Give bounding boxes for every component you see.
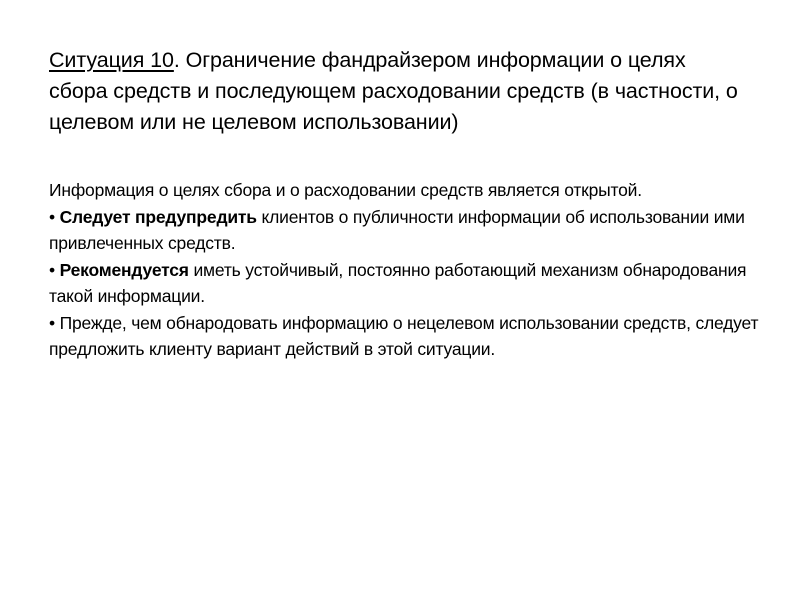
slide-title <box>49 45 749 138</box>
intro-paragraph: Информация о целях сбора и о расходовании средств является открытой. <box>49 180 642 200</box>
bullet-text: Прежде, чем обнародовать информацию о нецелевом использовании средств, следует предложить клиенту вариант действий в этой ситуации. <box>49 312 759 359</box>
slide-body <box>49 177 769 363</box>
bullet-item <box>49 310 769 363</box>
title-text: . Ограничение фандрайзером информации о целях сбора средств и последующем расходовании средств (в частности, о целевом или не целевом использовании) <box>49 48 738 134</box>
situation-label: Ситуация 10 <box>49 48 174 72</box>
bullet-text: клиентов о публичности информации об использовании ими привлеченных средств. <box>49 206 745 253</box>
bullet-item <box>49 204 769 257</box>
bullet-item <box>49 257 769 310</box>
bullet-text: иметь устойчивый, постоянно работающий механизм обнародования такой информации. <box>49 259 747 306</box>
bullet-emphasis: Следует предупредить <box>59 206 257 227</box>
bullet-emphasis: Рекомендуется <box>59 259 189 280</box>
